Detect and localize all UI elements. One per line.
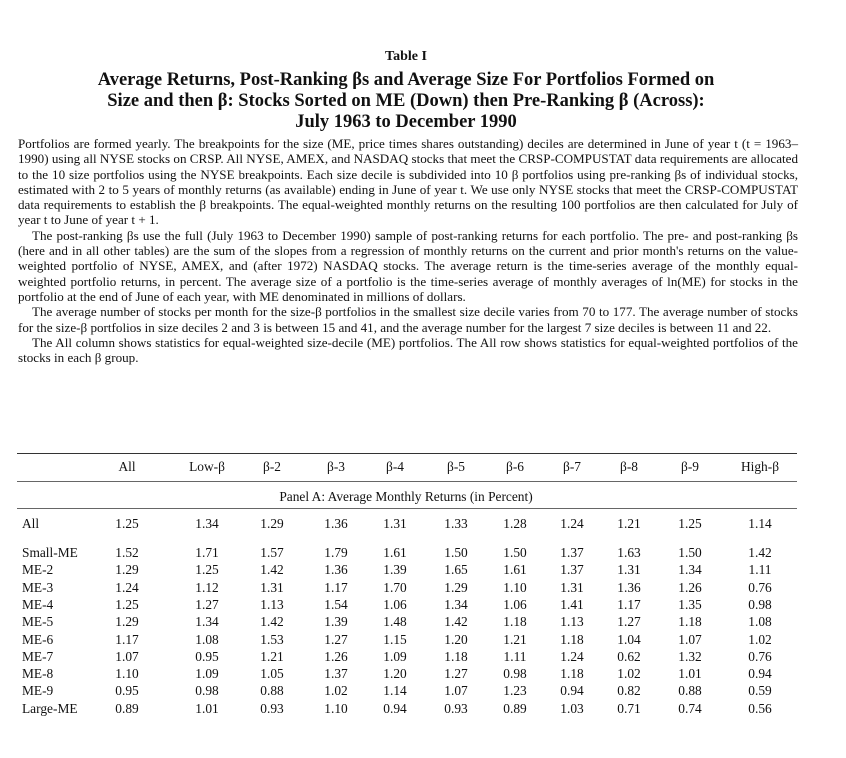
column-header: β-2: [263, 459, 281, 474]
table-cell: 1.41: [560, 597, 584, 612]
caption-paragraph: Portfolios are formed yearly. The breakpoints for the size (ME, price times shares outstanding) deciles are determined in June of year t (t = 1963–1990) using all NYSE stocks on CRSP. All NYSE, AMEX, and NASDAQ stocks that meet the CRSP-COMPUSTAT data requirements are allocated to the 10 size portfolios using the NYSE breakpoints. Each size decile is subdivided into 10 β portfolios using pre-ranking βs of individual stocks, estimated with 2 to 5 years of monthly returns (as available) ending in June of year t. We use only NYSE stocks that meet the CRSP-COMPUSTAT data requirements to establish the β breakpoints. The equal-weighted monthly returns on the resulting 100 portfolios are then calculated for July of year t to June of year t + 1.: [18, 136, 798, 228]
title-line: Average Returns, Post-Ranking βs and Average Size For Portfolios Formed on: [97, 70, 715, 90]
column-header: β-6: [506, 459, 524, 474]
row-label: ME-3: [22, 580, 54, 595]
table-cell: 1.37: [560, 562, 584, 577]
table-cell: 1.14: [748, 516, 772, 531]
table-row: [0, 683, 846, 698]
table-cell: 1.21: [617, 516, 641, 531]
table-cell: 1.26: [324, 649, 348, 664]
row-label: ME-4: [22, 597, 54, 612]
row-label: ME-7: [22, 649, 54, 664]
table-cell: 1.09: [383, 649, 407, 664]
title-line: July 1963 to December 1990: [295, 112, 517, 132]
table-row: [0, 614, 846, 629]
table-title: [0, 70, 812, 133]
table-row: [0, 580, 846, 595]
table-cell: 1.25: [115, 516, 139, 531]
row-label: ME-2: [22, 562, 54, 577]
table-cell: 1.79: [324, 545, 348, 560]
table-cell: 1.39: [383, 562, 407, 577]
table-cell: 1.50: [678, 545, 702, 560]
table-cell: 1.57: [260, 545, 284, 560]
table-cell: 1.06: [383, 597, 407, 612]
table-label: Table I: [385, 49, 427, 64]
table-cell: 1.53: [260, 632, 284, 647]
table-cell: 1.18: [560, 632, 584, 647]
table-cell: 1.54: [324, 597, 348, 612]
table-cell: 1.42: [260, 562, 284, 577]
table-cell: 0.94: [748, 666, 772, 681]
column-header: β-8: [620, 459, 638, 474]
table-cell: 0.74: [678, 701, 702, 716]
table-cell: 1.34: [195, 614, 219, 629]
table-cell: 0.94: [560, 683, 584, 698]
table-row: [0, 632, 846, 647]
table-cell: 1.10: [115, 666, 139, 681]
table-cell: 1.18: [678, 614, 702, 629]
row-label: Large-ME: [22, 701, 78, 716]
table-cell: 1.34: [444, 597, 468, 612]
table-row: [0, 666, 846, 681]
caption-paragraph: The average number of stocks per month for the size-β portfolios in the smallest size decile varies from 70 to 177. The average number of stocks for the size-β portfolios in size deciles 2 and 3 is between 15 and 41, and the average number for the largest 7 size deciles is between 11 and 22.: [18, 304, 798, 335]
table-cell: 1.37: [324, 666, 348, 681]
table-cell: 1.07: [678, 632, 702, 647]
table-cell: 1.23: [503, 683, 527, 698]
table-cell: 1.25: [115, 597, 139, 612]
table-cell: 1.31: [617, 562, 641, 577]
table-cell: 1.39: [324, 614, 348, 629]
table-cell: 1.29: [444, 580, 468, 595]
table-cell: 1.61: [503, 562, 527, 577]
caption-paragraph: The post-ranking βs use the full (July 1963 to December 1990) sample of post-ranking returns for each portfolio. The pre- and post-ranking βs (here and in all other tables) are the sum of the slopes from a regression of monthly returns on the current and prior month's returns on the value-weighted portfolio of NYSE, AMEX, and (after 1972) NASDAQ stocks. The average return is the time-series average of the monthly equal-weighted portfolio returns, in percent. The average size of a portfolio is the time-series average of monthly averages of ln(ME) for stocks in the portfolio at the end of June of each year, with ME denominated in millions of dollars.: [18, 227, 798, 304]
table-cell: 1.42: [748, 545, 772, 560]
header-rule: [17, 481, 797, 482]
row-label: ME-9: [22, 683, 54, 698]
table-cell: 1.29: [260, 516, 284, 531]
header-row: [0, 459, 846, 474]
table-cell: 0.93: [444, 701, 468, 716]
table-cell: 0.95: [115, 683, 139, 698]
table-cell: 1.71: [195, 545, 219, 560]
table-cell: 0.88: [678, 683, 702, 698]
table-cell: 1.24: [560, 649, 584, 664]
table-cell: 1.06: [503, 597, 527, 612]
row-label: Small-ME: [22, 545, 78, 560]
column-header: All: [118, 459, 136, 474]
table-cell: 1.31: [383, 516, 407, 531]
table-cell: 1.17: [115, 632, 139, 647]
row-label: ME-8: [22, 666, 54, 681]
table-cell: 0.62: [617, 649, 641, 664]
table-cell: 1.18: [503, 614, 527, 629]
table-row: [0, 649, 846, 664]
table-cell: 1.14: [383, 683, 407, 698]
table-cell: 1.27: [617, 614, 641, 629]
table-cell: 1.02: [617, 666, 641, 681]
table-cell: 1.24: [115, 580, 139, 595]
table-cell: 1.28: [503, 516, 527, 531]
table-cell: 1.10: [503, 580, 527, 595]
table-cell: 1.50: [503, 545, 527, 560]
table-cell: 1.32: [678, 649, 702, 664]
table-cell: 1.03: [560, 701, 584, 716]
table-cell: 1.21: [260, 649, 284, 664]
panel-rule: [17, 508, 797, 509]
table-cell: 1.70: [383, 580, 407, 595]
table-cell: 0.89: [503, 701, 527, 716]
table-top-rule: [17, 453, 797, 454]
table-cell: 1.08: [195, 632, 219, 647]
table-cell: 1.61: [383, 545, 407, 560]
table-cell: 1.42: [444, 614, 468, 629]
table-cell: 0.89: [115, 701, 139, 716]
table-cell: 1.08: [748, 614, 772, 629]
table-cell: 0.98: [503, 666, 527, 681]
column-header: β-3: [327, 459, 345, 474]
table-cell: 1.09: [195, 666, 219, 681]
table-cell: 1.13: [560, 614, 584, 629]
table-cell: 1.07: [115, 649, 139, 664]
table-cell: 1.36: [324, 516, 348, 531]
table-cell: 0.95: [195, 649, 219, 664]
column-header: High-β: [740, 459, 780, 474]
row-label: ME-5: [22, 614, 54, 629]
table-cell: 1.25: [678, 516, 702, 531]
table-cell: 1.33: [444, 516, 468, 531]
table-caption: [18, 136, 798, 365]
table-cell: 1.42: [260, 614, 284, 629]
table-cell: 1.17: [617, 597, 641, 612]
table-cell: 1.01: [678, 666, 702, 681]
table-cell: 1.27: [324, 632, 348, 647]
column-header: β-9: [681, 459, 699, 474]
table-cell: 1.24: [560, 516, 584, 531]
table-cell: 1.11: [503, 649, 527, 664]
table-cell: 0.88: [260, 683, 284, 698]
table-cell: 0.98: [748, 597, 772, 612]
table-cell: 1.34: [678, 562, 702, 577]
table-cell: 1.37: [560, 545, 584, 560]
table-cell: 1.27: [444, 666, 468, 681]
table-cell: 1.07: [444, 683, 468, 698]
all-row: [0, 516, 846, 531]
table-cell: 1.11: [748, 562, 772, 577]
table-cell: 1.25: [195, 562, 219, 577]
table-cell: 1.18: [560, 666, 584, 681]
table-cell: 1.29: [115, 614, 139, 629]
column-header: Low-β: [189, 459, 225, 474]
table-cell: 1.63: [617, 545, 641, 560]
panel-title: Panel A: Average Monthly Returns (in Percent): [279, 489, 533, 504]
table-cell: 1.02: [748, 632, 772, 647]
table-cell: 0.82: [617, 683, 641, 698]
table-cell: 0.76: [748, 580, 772, 595]
table-cell: 1.65: [444, 562, 468, 577]
table-cell: 1.01: [195, 701, 219, 716]
table-cell: 1.31: [260, 580, 284, 595]
caption-paragraph: The All column shows statistics for equal-weighted size-decile (ME) portfolios. The All row shows statistics for equal-weighted portfolios of the stocks in each β group.: [18, 334, 798, 366]
table-cell: 1.13: [260, 597, 284, 612]
table-cell: 0.76: [748, 649, 772, 664]
table-cell: 1.35: [678, 597, 702, 612]
table-row: [0, 701, 846, 716]
row-label: ME-6: [22, 632, 54, 647]
table-cell: 1.52: [115, 545, 139, 560]
table-row: [0, 545, 846, 560]
table-cell: 1.26: [678, 580, 702, 595]
table-cell: 1.27: [195, 597, 219, 612]
table-cell: 1.20: [383, 666, 407, 681]
table-row: [0, 597, 846, 612]
table-cell: 1.36: [324, 562, 348, 577]
table-cell: 0.93: [260, 701, 284, 716]
table-cell: 1.20: [444, 632, 468, 647]
table-cell: 0.98: [195, 683, 219, 698]
table-cell: 0.94: [383, 701, 407, 716]
table-cell: 1.21: [503, 632, 527, 647]
table-cell: 1.17: [324, 580, 348, 595]
table-row: [0, 562, 846, 577]
table-cell: 0.56: [748, 701, 772, 716]
table-cell: 0.71: [617, 701, 641, 716]
table-cell: 1.50: [444, 545, 468, 560]
row-label: All: [22, 516, 40, 531]
table-cell: 1.04: [617, 632, 641, 647]
table-cell: 0.59: [748, 683, 772, 698]
table-cell: 1.48: [383, 614, 407, 629]
table-cell: 1.05: [260, 666, 284, 681]
column-header: β-7: [563, 459, 581, 474]
table-cell: 1.29: [115, 562, 139, 577]
table-cell: 1.10: [324, 701, 348, 716]
column-header: β-5: [447, 459, 465, 474]
table-cell: 1.12: [195, 580, 219, 595]
table-cell: 1.02: [324, 683, 348, 698]
table-cell: 1.18: [444, 649, 468, 664]
table-cell: 1.36: [617, 580, 641, 595]
column-header: β-4: [386, 459, 404, 474]
table-cell: 1.15: [383, 632, 407, 647]
title-line: Size and then β: Stocks Sorted on ME (Down) then Pre-Ranking β (Across):: [107, 91, 705, 111]
table-cell: 1.31: [560, 580, 584, 595]
table-cell: 1.34: [195, 516, 219, 531]
